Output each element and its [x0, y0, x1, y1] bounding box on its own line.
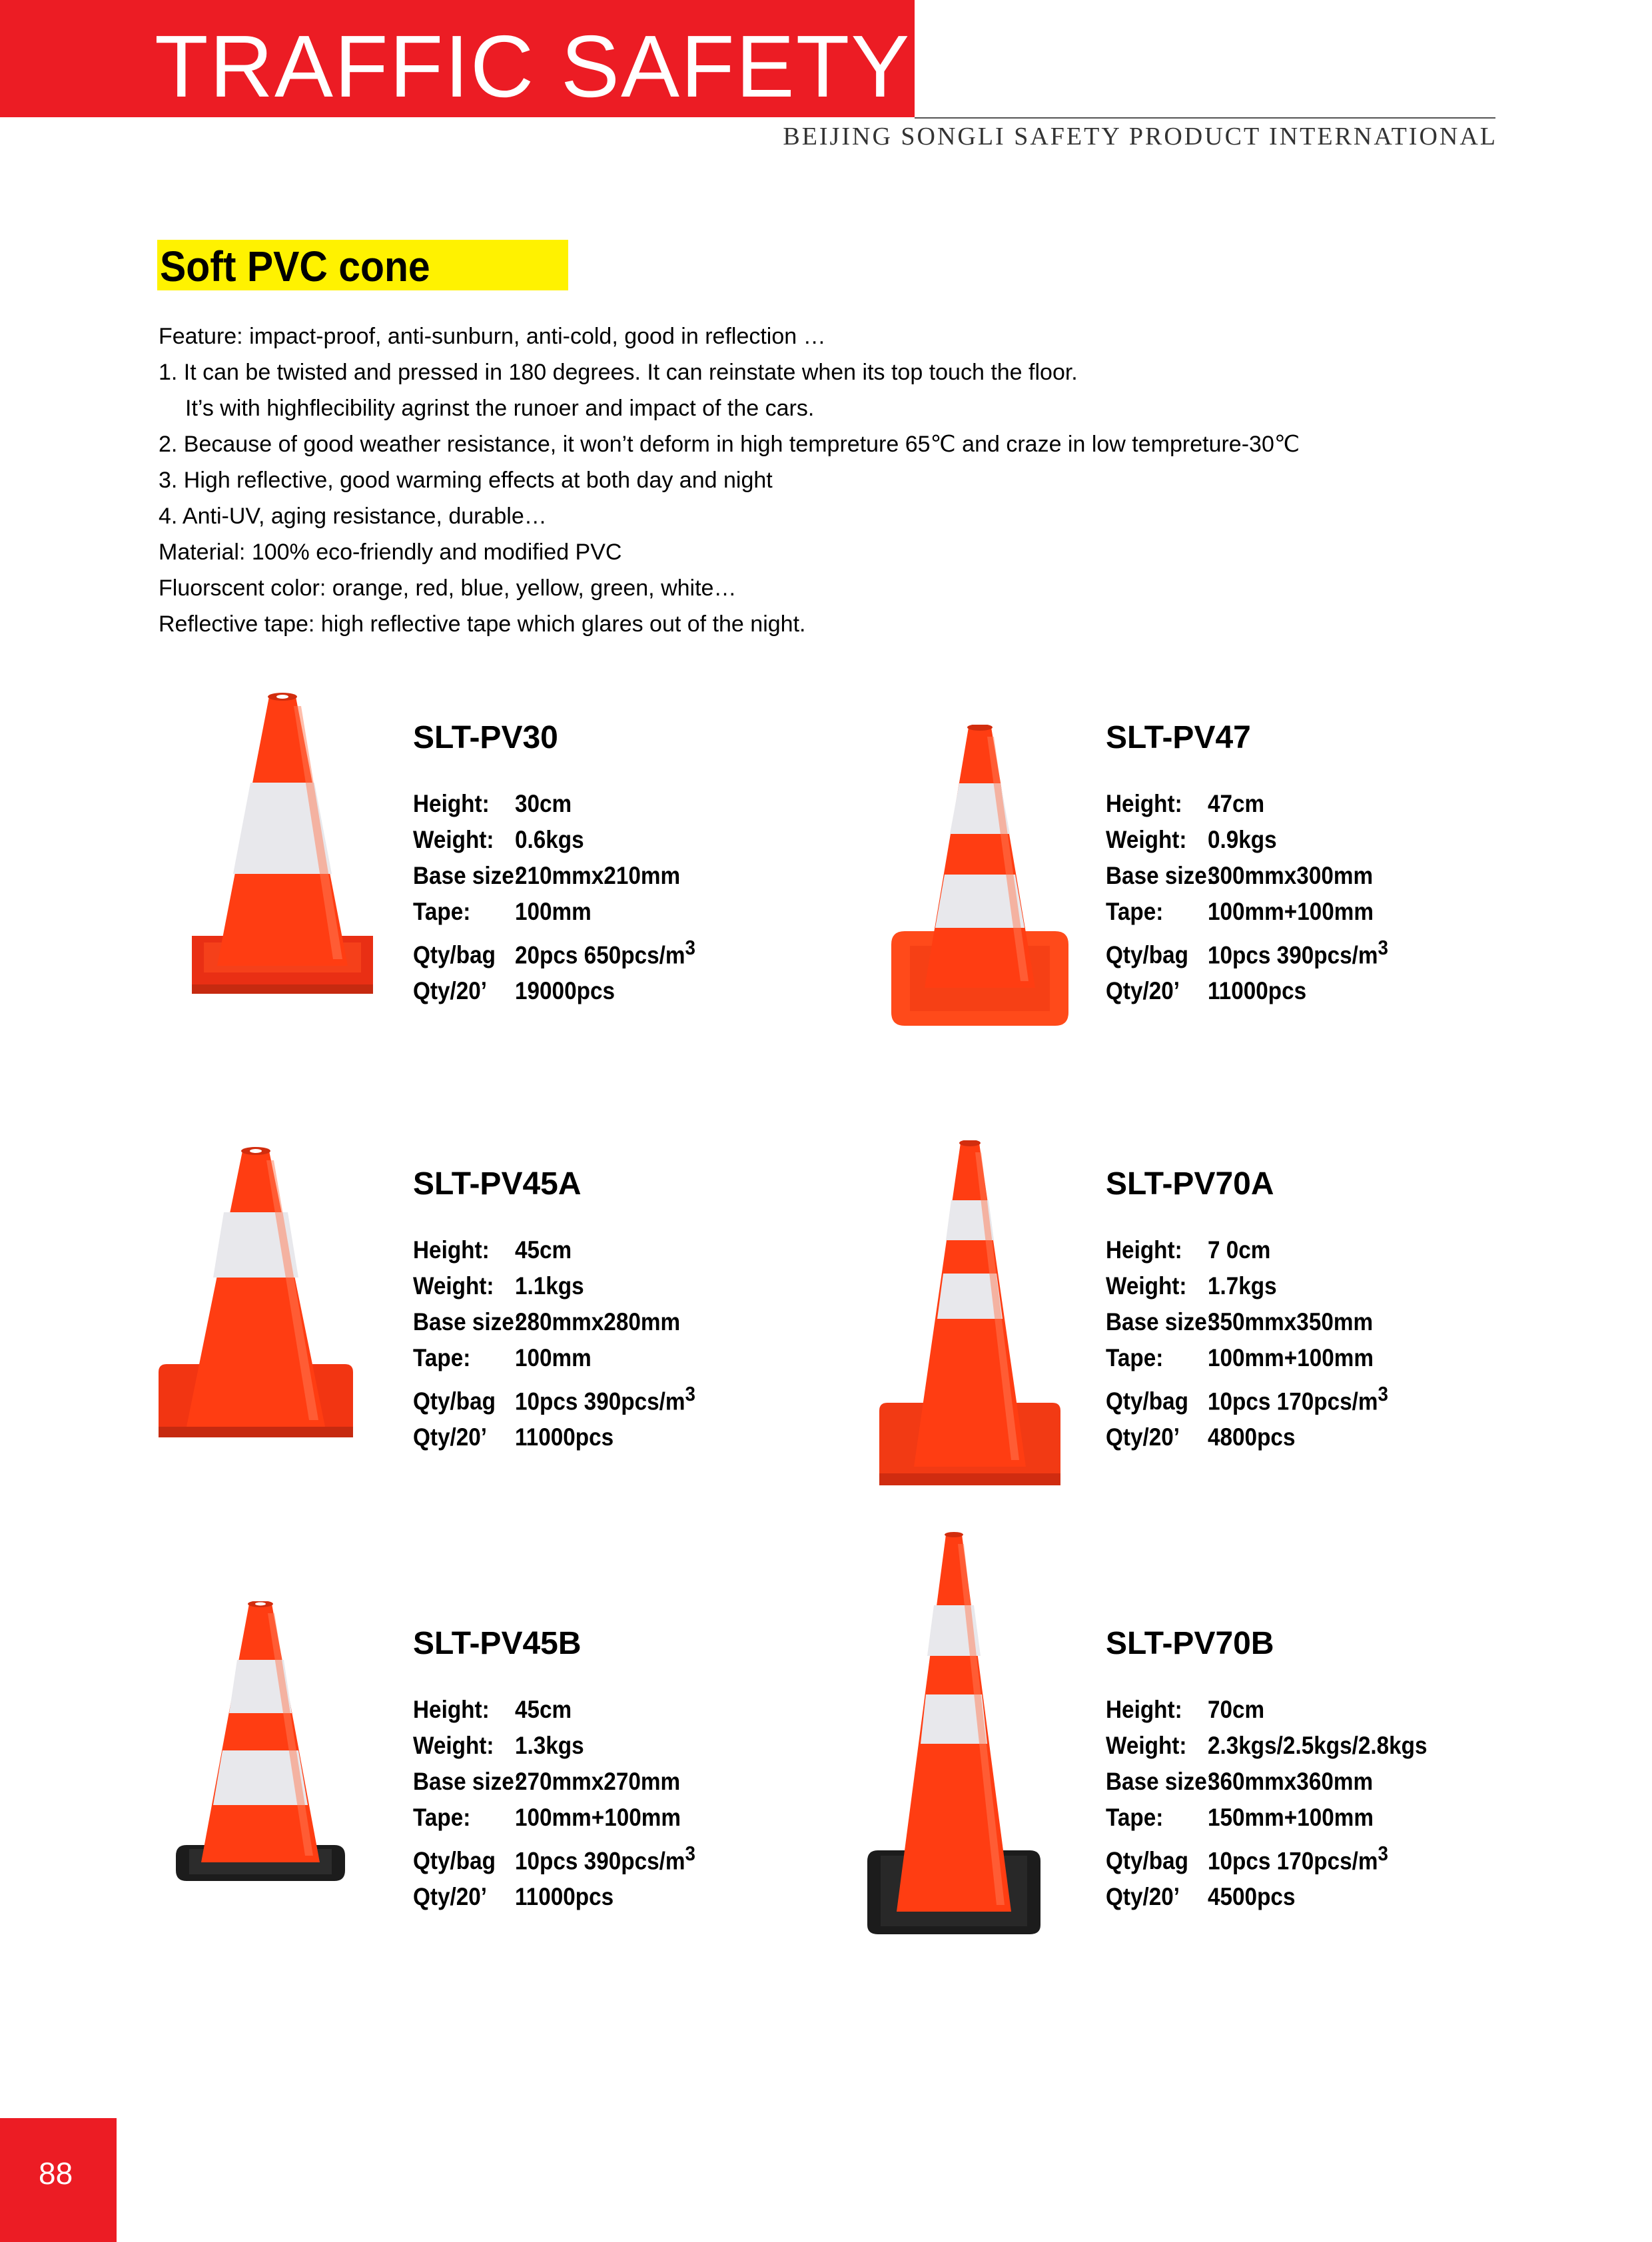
- feature-line: Reflective tape: high reflective tape which glares out of the night.: [159, 611, 806, 637]
- spec-value: 1.3kgs: [515, 1732, 584, 1759]
- spec-height: [413, 1692, 695, 1728]
- spec-weight: [413, 822, 695, 858]
- spec-label: Weight:: [1106, 1272, 1187, 1300]
- feature-line: 2. Because of good weather resistance, it won’t deform in high tempreture 65℃ and craze in low tempreture-30℃: [159, 432, 1300, 457]
- superscript: 3: [685, 1842, 695, 1865]
- spec-label: Qty/20’: [1106, 1883, 1180, 1911]
- spec-label: Qty/20’: [413, 1423, 488, 1451]
- spec-value: 100mm: [515, 898, 592, 925]
- spec-label: Qty/bag: [413, 941, 496, 969]
- spec-label: Qty/bag: [1106, 941, 1188, 969]
- spec-qty-20: [413, 973, 695, 1009]
- spec-height: [413, 1232, 695, 1268]
- spec-label: Qty/20’: [1106, 977, 1180, 1005]
- spec-label: Tape:: [413, 1804, 471, 1831]
- spec-label: Qty/bag: [1106, 1847, 1188, 1875]
- spec-label: Qty/bag: [413, 1847, 496, 1875]
- product-slt-pv45b: [413, 1625, 727, 1915]
- cone-image-slt-pv70b: [863, 1532, 1044, 1938]
- spec-label: Qty/bag: [413, 1387, 496, 1415]
- spec-base: [1106, 858, 1388, 894]
- cone-image-slt-pv70a: [878, 1140, 1062, 1487]
- spec-label: Base size:: [413, 1308, 522, 1335]
- spec-value: 100mm+100mm: [515, 1804, 681, 1831]
- spec-weight: [1106, 1268, 1388, 1304]
- spec-value: 100mm+100mm: [1208, 898, 1374, 925]
- spec-base: [413, 1304, 695, 1340]
- spec-value: 45cm: [515, 1696, 572, 1723]
- spec-label: Weight:: [413, 826, 494, 853]
- spec-label: Base size:: [413, 862, 522, 889]
- spec-label: Qty/20’: [1106, 1423, 1180, 1451]
- spec-value: 10pcs 170pcs/m: [1208, 1847, 1378, 1875]
- superscript: 3: [685, 936, 695, 959]
- feature-line: It’s with highflecibility agrinst the runoer and impact of the cars.: [185, 396, 815, 421]
- feature-list: [159, 318, 1300, 642]
- spec-qty-bag: [1106, 930, 1388, 973]
- feature-line: 3. High reflective, good warming effects at both day and night: [159, 468, 773, 493]
- spec-qty-bag: [413, 930, 695, 973]
- spec-label: Weight:: [1106, 1732, 1187, 1759]
- superscript: 3: [685, 1382, 695, 1405]
- spec-height: [1106, 1232, 1388, 1268]
- cone-image-slt-pv45b: [171, 1601, 350, 1885]
- spec-value: 11000pcs: [515, 1883, 614, 1911]
- spec-label: Tape:: [1106, 1804, 1164, 1831]
- spec-value: 210mmx210mm: [515, 862, 681, 889]
- cone-image-slt-pv47: [890, 725, 1070, 1031]
- product-name: SLT-PV70B: [1106, 1626, 1274, 1661]
- spec-tape: [413, 1800, 695, 1836]
- product-slt-pv70b: [1106, 1625, 1463, 1915]
- spec-label: Base size:: [1106, 1768, 1214, 1795]
- spec-base: [413, 1764, 695, 1800]
- spec-value: 1.7kgs: [1208, 1272, 1277, 1300]
- spec-value: 280mmx280mm: [515, 1308, 681, 1335]
- product-slt-pv30: [413, 719, 727, 1009]
- section-title: Soft PVC cone: [160, 242, 430, 290]
- spec-value: 300mmx300mm: [1208, 862, 1374, 889]
- spec-weight: [1106, 822, 1388, 858]
- spec-value: 10pcs 390pcs/m: [1208, 941, 1378, 969]
- product-name: SLT-PV45B: [413, 1626, 582, 1661]
- spec-tape: [413, 1340, 695, 1376]
- spec-tape: [1106, 1340, 1388, 1376]
- feature-line: 4. Anti-UV, aging resistance, durable…: [159, 504, 547, 529]
- spec-label: Weight:: [1106, 826, 1187, 853]
- spec-value: 270mmx270mm: [515, 1768, 681, 1795]
- spec-label: Qty/20’: [413, 977, 488, 1005]
- spec-label: Tape:: [1106, 898, 1164, 925]
- spec-value: 150mm+100mm: [1208, 1804, 1374, 1831]
- feature-line: 1. It can be twisted and pressed in 180 degrees. It can reinstate when its top touch the floor.: [159, 360, 1078, 385]
- spec-label: Tape:: [1106, 1344, 1164, 1371]
- feature-line: Fluorscent color: orange, red, blue, yellow, green, white…: [159, 575, 737, 601]
- spec-tape: [413, 894, 695, 930]
- spec-value: 0.9kgs: [1208, 826, 1277, 853]
- spec-label: Base size:: [413, 1768, 522, 1795]
- spec-value: 10pcs 170pcs/m: [1208, 1387, 1378, 1415]
- product-slt-pv47: [1106, 719, 1420, 1009]
- spec-label: Height:: [413, 790, 490, 817]
- page-title: TRAFFIC SAFETY: [155, 17, 911, 115]
- spec-base: [1106, 1304, 1388, 1340]
- spec-value: 4500pcs: [1208, 1883, 1296, 1911]
- spec-label: Height:: [1106, 1696, 1182, 1723]
- spec-label: Tape:: [413, 1344, 471, 1371]
- spec-qty-20: [1106, 1879, 1428, 1915]
- spec-value: 10pcs 390pcs/m: [515, 1847, 685, 1875]
- spec-value: 30cm: [515, 790, 572, 817]
- spec-value: 7 0cm: [1208, 1236, 1271, 1264]
- cone-image-slt-pv30: [191, 693, 374, 999]
- spec-value: 1.1kgs: [515, 1272, 584, 1300]
- spec-label: Base size:: [1106, 862, 1214, 889]
- spec-value: 100mm: [515, 1344, 592, 1371]
- spec-value: 19000pcs: [515, 977, 615, 1005]
- cone-image-slt-pv45a: [156, 1147, 356, 1441]
- spec-value: 45cm: [515, 1236, 572, 1264]
- product-slt-pv70a: [1106, 1166, 1420, 1455]
- spec-label: Qty/20’: [413, 1883, 488, 1911]
- spec-label: Height:: [413, 1236, 490, 1264]
- spec-label: Height:: [413, 1696, 490, 1723]
- spec-qty-20: [413, 1879, 695, 1915]
- spec-qty-20: [1106, 1419, 1388, 1455]
- company-name: BEIJING SONGLI SAFETY PRODUCT INTERNATIONAL: [783, 123, 1497, 151]
- spec-tape: [1106, 894, 1388, 930]
- spec-label: Weight:: [413, 1272, 494, 1300]
- header-rule: [915, 117, 1495, 119]
- spec-base: [413, 858, 695, 894]
- spec-label: Tape:: [413, 898, 471, 925]
- spec-label: Height:: [1106, 1236, 1182, 1264]
- spec-weight: [413, 1268, 695, 1304]
- spec-value: 11000pcs: [1208, 977, 1307, 1005]
- superscript: 3: [1378, 1842, 1388, 1865]
- spec-qty-20: [1106, 973, 1388, 1009]
- spec-value: 350mmx350mm: [1208, 1308, 1374, 1335]
- spec-value: 11000pcs: [515, 1423, 614, 1451]
- page-number: 88: [39, 2156, 73, 2191]
- product-name: SLT-PV70A: [1106, 1166, 1274, 1202]
- spec-value: 20pcs 650pcs/m: [515, 941, 685, 969]
- spec-qty-bag: [1106, 1376, 1388, 1419]
- feature-line: Feature: impact-proof, anti-sunburn, anti-cold, good in reflection …: [159, 324, 826, 349]
- spec-base: [1106, 1764, 1428, 1800]
- spec-value: 10pcs 390pcs/m: [515, 1387, 685, 1415]
- product-name: SLT-PV30: [413, 720, 558, 755]
- product-name: SLT-PV45A: [413, 1166, 582, 1202]
- feature-line: Material: 100% eco-friendly and modified PVC: [159, 540, 622, 565]
- spec-weight: [1106, 1728, 1428, 1764]
- spec-qty-20: [413, 1419, 695, 1455]
- superscript: 3: [1378, 1382, 1388, 1405]
- spec-qty-bag: [1106, 1836, 1428, 1879]
- spec-label: Height:: [1106, 790, 1182, 817]
- spec-height: [1106, 786, 1388, 822]
- spec-value: 4800pcs: [1208, 1423, 1296, 1451]
- spec-value: 100mm+100mm: [1208, 1344, 1374, 1371]
- spec-value: 0.6kgs: [515, 826, 584, 853]
- spec-label: Qty/bag: [1106, 1387, 1188, 1415]
- spec-label: Weight:: [413, 1732, 494, 1759]
- spec-value: 360mmx360mm: [1208, 1768, 1374, 1795]
- product-name: SLT-PV47: [1106, 720, 1251, 755]
- spec-value: 2.3kgs/2.5kgs/2.8kgs: [1208, 1732, 1428, 1759]
- product-slt-pv45a: [413, 1166, 727, 1455]
- spec-qty-bag: [413, 1376, 695, 1419]
- spec-qty-bag: [413, 1836, 695, 1879]
- spec-label: Base size:: [1106, 1308, 1214, 1335]
- spec-weight: [413, 1728, 695, 1764]
- superscript: 3: [1378, 936, 1388, 959]
- spec-height: [413, 786, 695, 822]
- spec-value: 47cm: [1208, 790, 1265, 817]
- spec-height: [1106, 1692, 1428, 1728]
- spec-value: 70cm: [1208, 1696, 1265, 1723]
- spec-tape: [1106, 1800, 1428, 1836]
